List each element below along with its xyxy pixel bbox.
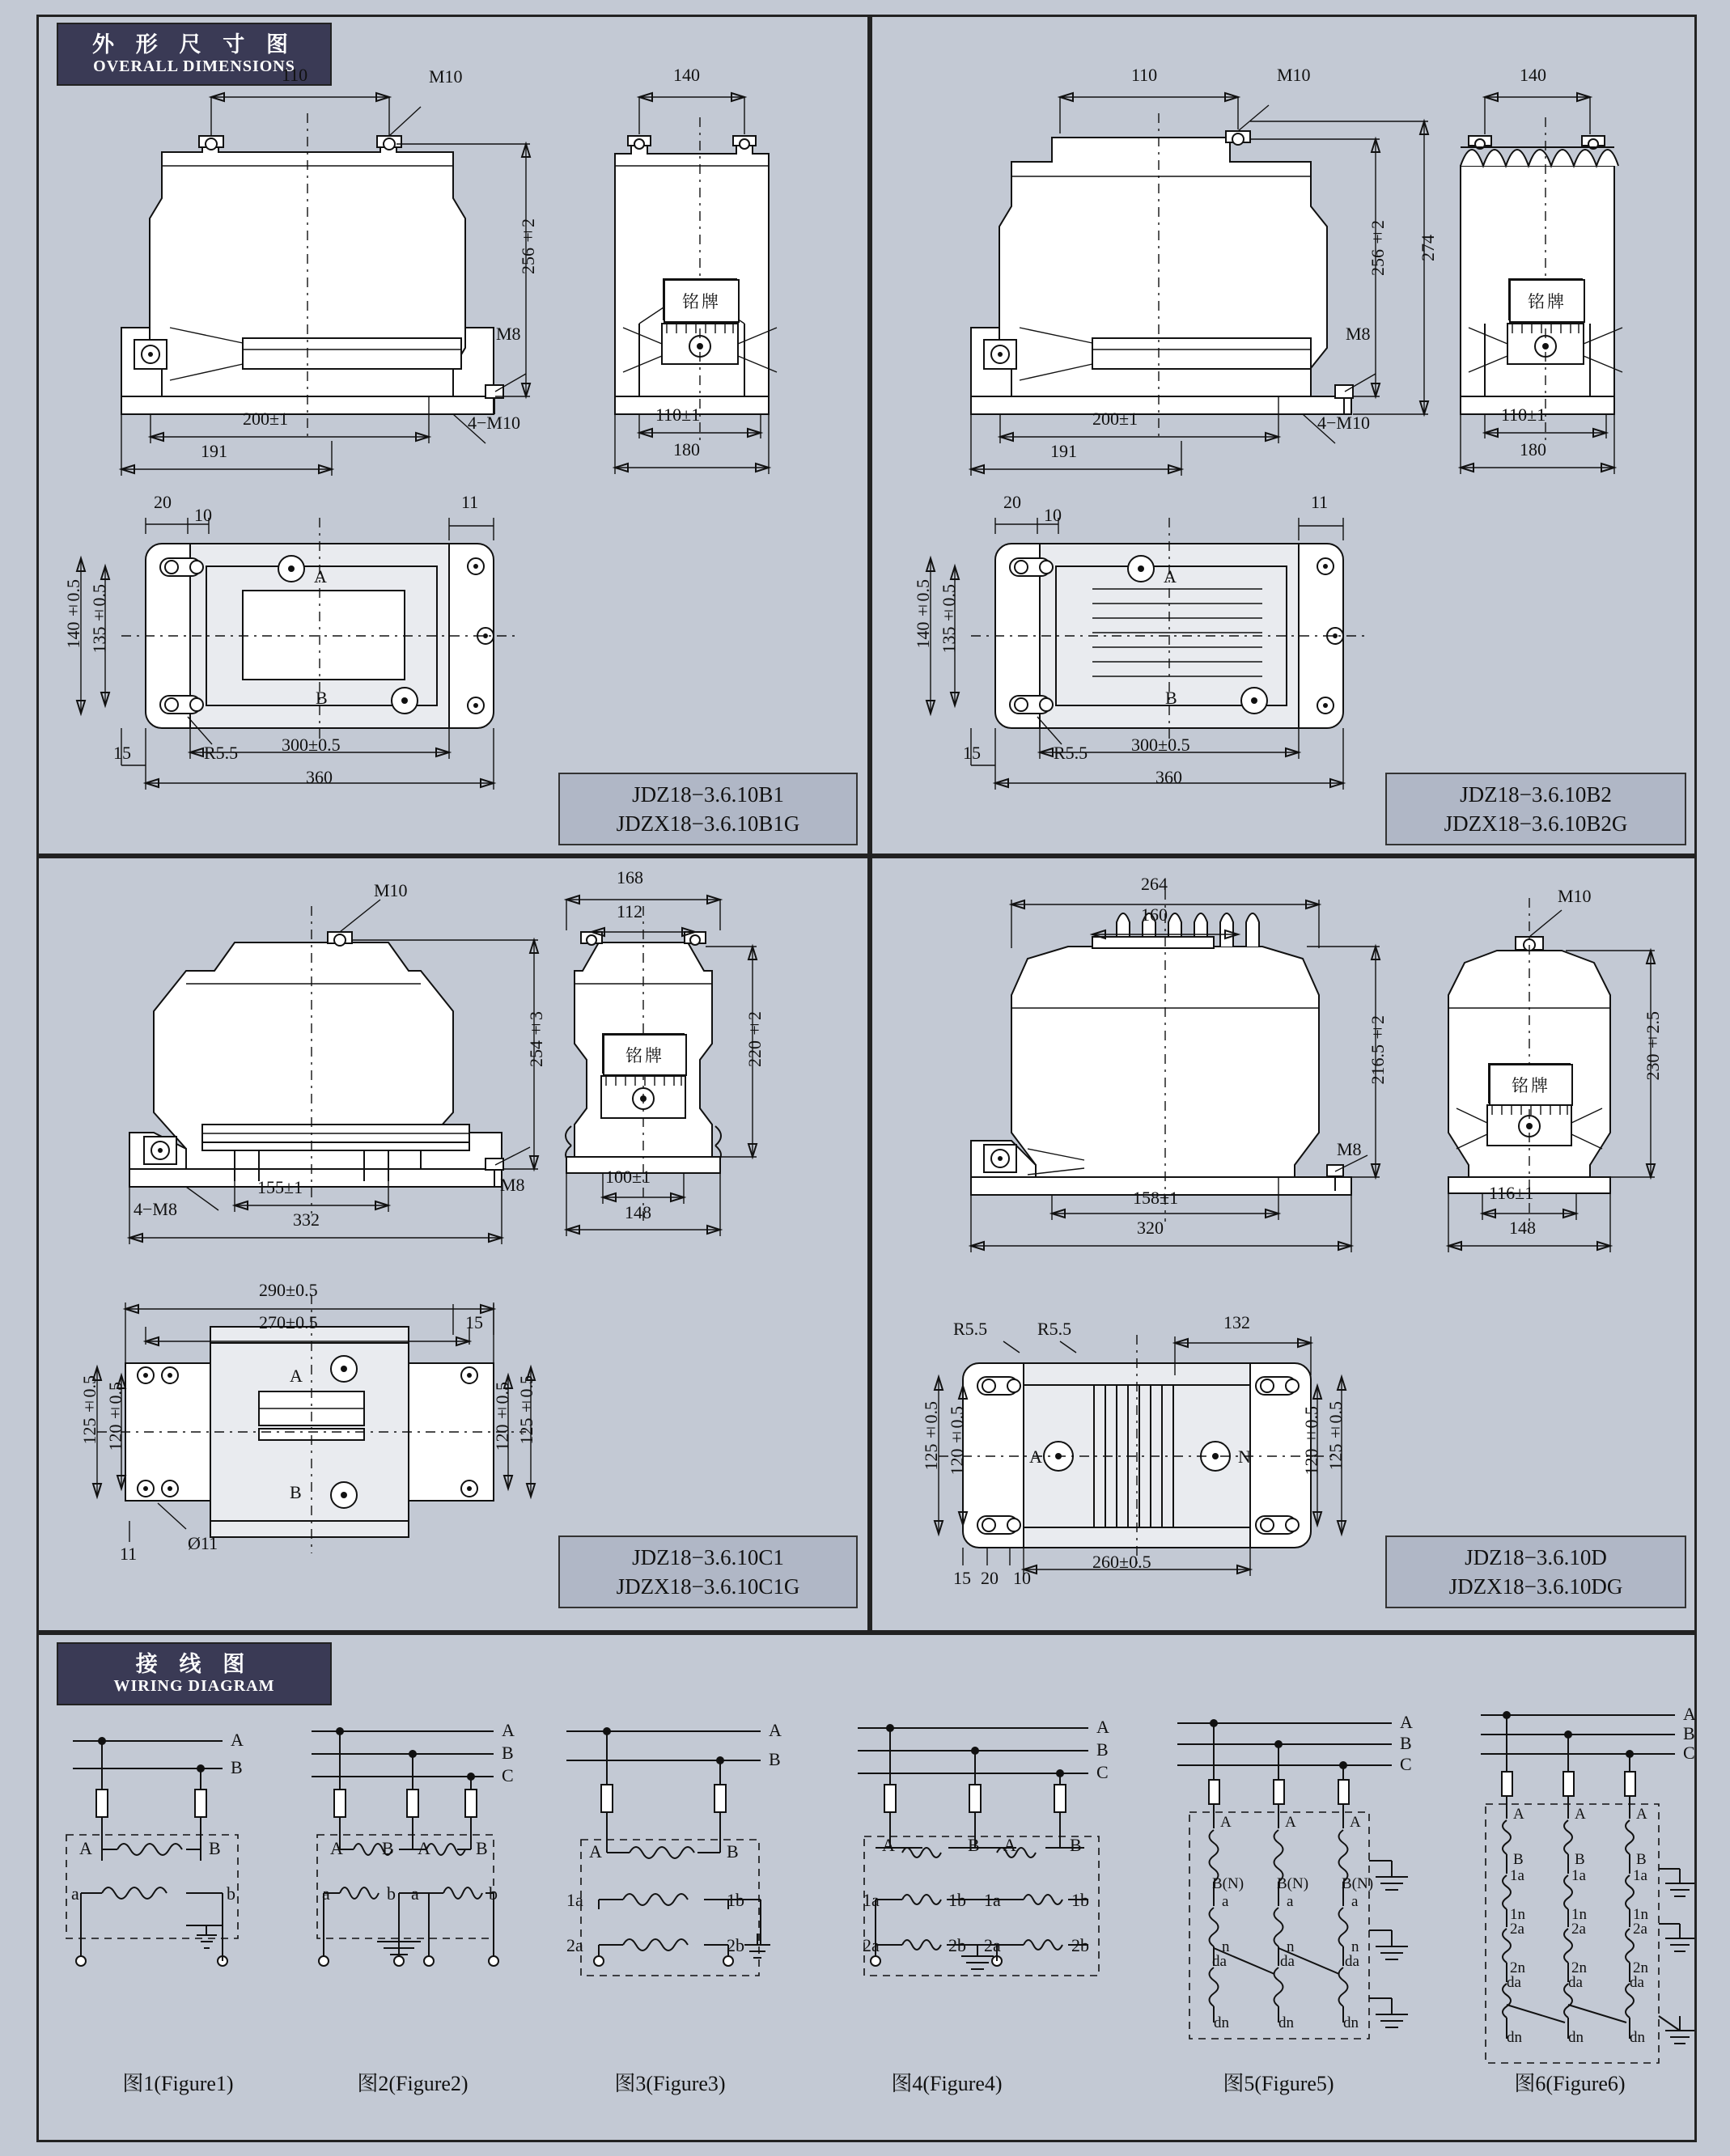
d-plan-dim-132: 132 — [1223, 1312, 1250, 1332]
b1-side-dim-110: 110±1 — [655, 405, 701, 425]
fig5-primary-bn3: B(N) — [1342, 1875, 1374, 1892]
b2-dim-m10: M10 — [1277, 65, 1311, 85]
fig6-phase-c: C — [1683, 1743, 1695, 1763]
fig6-secondary-1n2: 1n — [1571, 1906, 1587, 1923]
fig4-secondary-1b: 1b — [948, 1890, 966, 1910]
d-plan-dim-125l: 125±0.5 — [921, 1401, 941, 1471]
b1-plan-dim-140: 140±0.5 — [63, 579, 83, 649]
fig3-primary-a: A — [589, 1841, 602, 1862]
b2-dim-110: 110 — [1131, 65, 1158, 85]
fig3-phase-a: A — [769, 1720, 782, 1740]
model-tag-b2-line2: JDZX18−3.6.10B2G — [1444, 811, 1628, 836]
fig6-secondary-da3: da — [1630, 1974, 1644, 1991]
b1-plan-dim-15: 15 — [113, 743, 131, 763]
c1-dim-332: 332 — [293, 1209, 320, 1230]
b2-dim-m8: M8 — [1346, 324, 1371, 344]
b1-plan-dim-300: 300±0.5 — [282, 735, 341, 755]
fig4-secondary-2b2: 2b — [1071, 1935, 1089, 1955]
fig4-secondary-1b2: 1b — [1071, 1890, 1089, 1910]
fig5-secondary-n3: n — [1351, 1938, 1359, 1955]
b1-plan-dim-135: 135±0.5 — [89, 584, 109, 654]
fig6-secondary-2a2: 2a — [1571, 1921, 1586, 1938]
c1-plan-dim-15: 15 — [465, 1312, 483, 1332]
fig1-phase-a: A — [231, 1730, 244, 1750]
c1-dim-m10: M10 — [374, 880, 408, 900]
b2-dim-4m10: 4−M10 — [1317, 413, 1370, 433]
fig4-primary-a1: A — [882, 1835, 895, 1855]
fig5-secondary-n1: n — [1222, 1938, 1230, 1955]
fig5-secondary-a2: a — [1287, 1893, 1294, 1910]
b1-dim-m8: M8 — [496, 324, 521, 344]
fig4-primary-b2: B — [1070, 1835, 1082, 1855]
fig4-secondary-1a: 1a — [863, 1890, 880, 1910]
fig2-secondary-b2: b — [489, 1883, 498, 1904]
c1-plan-dim-125l: 125±0.5 — [79, 1375, 100, 1445]
c1-dim-155: 155±1 — [257, 1177, 303, 1197]
fig5-secondary-da3: da — [1345, 1953, 1359, 1970]
fig6-caption: 图6(Figure6) — [1514, 2072, 1626, 2095]
fig3-secondary-1b: 1b — [727, 1890, 744, 1910]
fig4-secondary-2b: 2b — [948, 1935, 966, 1955]
fig5-secondary-dn1: dn — [1214, 2014, 1229, 2031]
b2-plan-dim-300: 300±0.5 — [1131, 735, 1190, 755]
d-plan-mark-a: A — [1029, 1447, 1042, 1467]
b2-plan-dim-r55: R5.5 — [1054, 743, 1088, 763]
fig3-secondary-2a: 2a — [566, 1935, 583, 1955]
fig1-primary-a: A — [79, 1838, 92, 1858]
fig4-caption: 图4(Figure4) — [891, 2072, 1003, 2095]
fig2-primary-a2: A — [418, 1838, 430, 1858]
c1-side-dim-148: 148 — [625, 1202, 651, 1222]
model-tag-b2-line1: JDZ18−3.6.10B2 — [1460, 781, 1612, 807]
fig4-secondary-2a2: 2a — [984, 1935, 1001, 1955]
fig5-secondary-n2: n — [1287, 1938, 1295, 1955]
fig6-phase-b: B — [1683, 1723, 1695, 1743]
d-dim-264: 264 — [1141, 874, 1168, 894]
b1-dim-191: 191 — [201, 441, 227, 461]
fig5-secondary-dn3: dn — [1343, 2014, 1359, 2031]
d-side-dim-116: 116±1 — [1489, 1183, 1534, 1203]
fig6-secondary-1a3: 1a — [1633, 1867, 1647, 1884]
b1-dim-256: 256±2 — [518, 218, 538, 274]
c1-plan-dim-120l: 120±0.5 — [105, 1382, 125, 1451]
c1-plan-mark-b: B — [290, 1482, 302, 1502]
b1-dim-4m10: 4−M10 — [468, 413, 520, 433]
c1-side-dim-100: 100±1 — [605, 1167, 651, 1187]
b2-plan-dim-360: 360 — [1155, 767, 1182, 787]
fig5-primary-a1: A — [1220, 1814, 1232, 1831]
fig3-secondary-1a: 1a — [566, 1890, 583, 1910]
d-side-dim-m10: M10 — [1558, 886, 1592, 906]
fig2-primary-a1: A — [330, 1838, 343, 1858]
fig2-phase-b: B — [502, 1743, 514, 1763]
c1-nameplate: 铭牌 — [603, 1034, 687, 1076]
fig5-secondary-dn2: dn — [1278, 2014, 1294, 2031]
c1-dim-4m8: 4−M8 — [134, 1199, 177, 1219]
fig5-phase-a: A — [1400, 1712, 1413, 1732]
fig5-secondary-da2: da — [1280, 1953, 1295, 1970]
model-tag-b1-line2: JDZX18−3.6.10B1G — [616, 811, 800, 836]
fig5-secondary-a3: a — [1351, 1893, 1359, 1910]
b2-plan-dim-140: 140±0.5 — [913, 579, 933, 649]
b2-side-dim-180: 180 — [1520, 439, 1546, 460]
fig1-secondary-a: a — [71, 1883, 79, 1904]
b1-dim-200: 200±1 — [243, 409, 289, 429]
fig2-secondary-b1: b — [387, 1883, 396, 1904]
b2-nameplate: 铭牌 — [1509, 279, 1585, 323]
b1-side-dim-140: 140 — [673, 65, 700, 85]
fig5-phase-b: B — [1400, 1733, 1412, 1753]
fig4-secondary-1a2: 1a — [984, 1890, 1001, 1910]
b2-dim-256: 256±2 — [1367, 220, 1388, 276]
fig6-primary-b3: B — [1636, 1851, 1647, 1868]
b2-plan-dim-10: 10 — [1044, 505, 1062, 525]
fig6-secondary-dn3: dn — [1630, 2029, 1645, 2046]
b1-side-dim-180: 180 — [673, 439, 700, 460]
header-overall-dimensions-cn: 外 形 尺 寸 图 — [92, 32, 296, 57]
c1-dim-m8: M8 — [500, 1175, 525, 1195]
d-plan-dim-10: 10 — [1013, 1568, 1031, 1588]
c1-plan-dim-d11: Ø11 — [188, 1533, 218, 1553]
d-plan-mark-n: N — [1238, 1447, 1251, 1467]
b2-side-dim-140: 140 — [1520, 65, 1546, 85]
b1-dim-110: 110 — [282, 65, 308, 85]
fig6-secondary-2n2: 2n — [1571, 1959, 1587, 1976]
b1-dim-m10: M10 — [429, 66, 463, 87]
model-tag-c1-line2: JDZX18−3.6.10C1G — [616, 1574, 800, 1599]
b2-side-dim-110: 110±1 — [1501, 405, 1546, 425]
d-plan-dim-120l: 120±0.5 — [947, 1406, 967, 1476]
fig1-phase-b: B — [231, 1757, 243, 1777]
d-plan-dim-15: 15 — [953, 1568, 971, 1588]
b1-plan-mark-b: B — [316, 688, 328, 708]
fig6-primary-a1: A — [1513, 1806, 1524, 1823]
b2-plan-dim-15: 15 — [963, 743, 981, 763]
d-dim-160: 160 — [1141, 904, 1168, 925]
fig5-phase-c: C — [1400, 1754, 1412, 1774]
c1-plan-dim-120r: 120±0.5 — [492, 1382, 512, 1451]
c1-side-dim-112: 112 — [617, 901, 643, 921]
c1-plan-mark-a: A — [290, 1366, 303, 1386]
fig3-primary-b: B — [727, 1841, 739, 1862]
d-dim-320: 320 — [1137, 1218, 1164, 1238]
fig4-phase-c: C — [1096, 1762, 1109, 1782]
fig3-caption: 图3(Figure3) — [614, 2072, 726, 2095]
fig6-secondary-1n1: 1n — [1510, 1906, 1525, 1923]
c1-side-dim-168: 168 — [617, 867, 643, 887]
b2-plan-dim-11: 11 — [1311, 492, 1329, 512]
fig5-primary-a2: A — [1285, 1814, 1296, 1831]
fig5-primary-a3: A — [1350, 1814, 1361, 1831]
fig5-primary-bn1: B(N) — [1212, 1875, 1244, 1892]
fig2-secondary-a1: a — [322, 1883, 330, 1904]
b2-plan-dim-135: 135±0.5 — [939, 584, 959, 654]
fig5-primary-bn2: B(N) — [1277, 1875, 1309, 1892]
header-wiring-diagram-cn: 接 线 图 — [135, 1651, 253, 1676]
header-overall-dimensions-en: OVERALL DIMENSIONS — [93, 57, 295, 76]
fig1-primary-b: B — [209, 1838, 221, 1858]
d-plan-dim-120r: 120±0.5 — [1301, 1406, 1321, 1476]
b1-nameplate: 铭牌 — [664, 279, 740, 323]
fig4-phase-a: A — [1096, 1717, 1109, 1737]
b1-plan-dim-20: 20 — [154, 492, 172, 512]
d-nameplate: 铭牌 — [1489, 1064, 1573, 1106]
c1-side-dim-220: 220±2 — [744, 1011, 765, 1067]
fig6-secondary-2n3: 2n — [1633, 1959, 1648, 1976]
fig5-secondary-a1: a — [1222, 1893, 1229, 1910]
b1-plan-dim-r55: R5.5 — [204, 743, 239, 763]
fig6-secondary-da2: da — [1568, 1974, 1583, 1991]
fig4-primary-b1: B — [968, 1835, 980, 1855]
fig5-secondary-da1: da — [1212, 1953, 1227, 1970]
b1-plan-dim-360: 360 — [306, 767, 333, 787]
model-tag-c1-line1: JDZ18−3.6.10C1 — [632, 1544, 784, 1569]
fig4-primary-a2: A — [1003, 1835, 1016, 1855]
b2-dim-200: 200±1 — [1092, 409, 1138, 429]
fig3-phase-b: B — [769, 1749, 781, 1769]
header-wiring-diagram-en: WIRING DIAGRAM — [113, 1677, 275, 1696]
d-plan-dim-r55a: R5.5 — [953, 1319, 988, 1339]
fig1-caption: 图1(Figure1) — [122, 2072, 234, 2095]
b1-plan-dim-11: 11 — [461, 492, 479, 512]
b2-plan-dim-20: 20 — [1003, 492, 1021, 512]
b2-dim-274: 274 — [1418, 235, 1438, 261]
fig2-caption: 图2(Figure2) — [357, 2072, 469, 2095]
d-dim-2165: 216.5±2 — [1367, 1015, 1388, 1085]
d-plan-dim-125r: 125±0.5 — [1325, 1401, 1346, 1471]
fig6-primary-b2: B — [1575, 1851, 1585, 1868]
fig6-secondary-1n3: 1n — [1633, 1906, 1648, 1923]
d-dim-m8: M8 — [1337, 1139, 1362, 1159]
d-plan-dim-20: 20 — [981, 1568, 999, 1588]
c1-plan-dim-11: 11 — [120, 1544, 138, 1564]
fig6-secondary-dn1: dn — [1507, 2029, 1522, 2046]
fig6-secondary-2a3: 2a — [1633, 1921, 1647, 1938]
fig2-secondary-a2: a — [411, 1883, 419, 1904]
fig6-secondary-1a1: 1a — [1510, 1867, 1524, 1884]
c1-plan-dim-270: 270±0.5 — [259, 1312, 318, 1332]
b2-plan-mark-b: B — [1165, 688, 1177, 708]
d-side-dim-230: 230±2.5 — [1643, 1011, 1663, 1081]
fig6-secondary-1a2: 1a — [1571, 1867, 1586, 1884]
b2-dim-191: 191 — [1050, 441, 1077, 461]
b1-plan-mark-a: A — [314, 566, 327, 587]
fig1-secondary-b: b — [227, 1883, 235, 1904]
fig2-phase-a: A — [502, 1720, 515, 1740]
model-tag-d-line2: JDZX18−3.6.10DG — [1448, 1574, 1623, 1599]
fig6-primary-a3: A — [1636, 1806, 1647, 1823]
c1-dim-254: 254±3 — [526, 1011, 546, 1067]
fig4-secondary-2a: 2a — [863, 1935, 880, 1955]
fig6-secondary-da1: da — [1507, 1974, 1521, 1991]
fig4-phase-b: B — [1096, 1739, 1109, 1760]
fig6-primary-b1: B — [1513, 1851, 1524, 1868]
fig6-primary-a2: A — [1575, 1806, 1586, 1823]
c1-plan-dim-125r: 125±0.5 — [516, 1375, 536, 1445]
d-side-dim-148: 148 — [1509, 1218, 1536, 1238]
fig5-caption: 图5(Figure5) — [1223, 2072, 1334, 2095]
b1-plan-dim-10: 10 — [194, 505, 212, 525]
fig2-phase-c: C — [502, 1765, 514, 1785]
d-dim-158: 158±1 — [1133, 1188, 1179, 1208]
model-tag-d-line1: JDZ18−3.6.10D — [1465, 1544, 1607, 1569]
fig2-primary-b2: B — [476, 1838, 488, 1858]
fig2-primary-b1: B — [382, 1838, 394, 1858]
fig6-secondary-2a1: 2a — [1510, 1921, 1524, 1938]
d-plan-dim-r55b: R5.5 — [1037, 1319, 1072, 1339]
c1-plan-dim-290: 290±0.5 — [259, 1280, 318, 1300]
fig3-secondary-2b: 2b — [727, 1935, 744, 1955]
fig6-phase-a: A — [1683, 1704, 1696, 1724]
d-plan-dim-260: 260±0.5 — [1092, 1552, 1151, 1572]
b2-plan-mark-a: A — [1164, 566, 1177, 587]
model-tag-b1-line1: JDZ18−3.6.10B1 — [632, 781, 784, 807]
fig6-secondary-dn2: dn — [1568, 2029, 1584, 2046]
fig6-secondary-2n1: 2n — [1510, 1959, 1525, 1976]
